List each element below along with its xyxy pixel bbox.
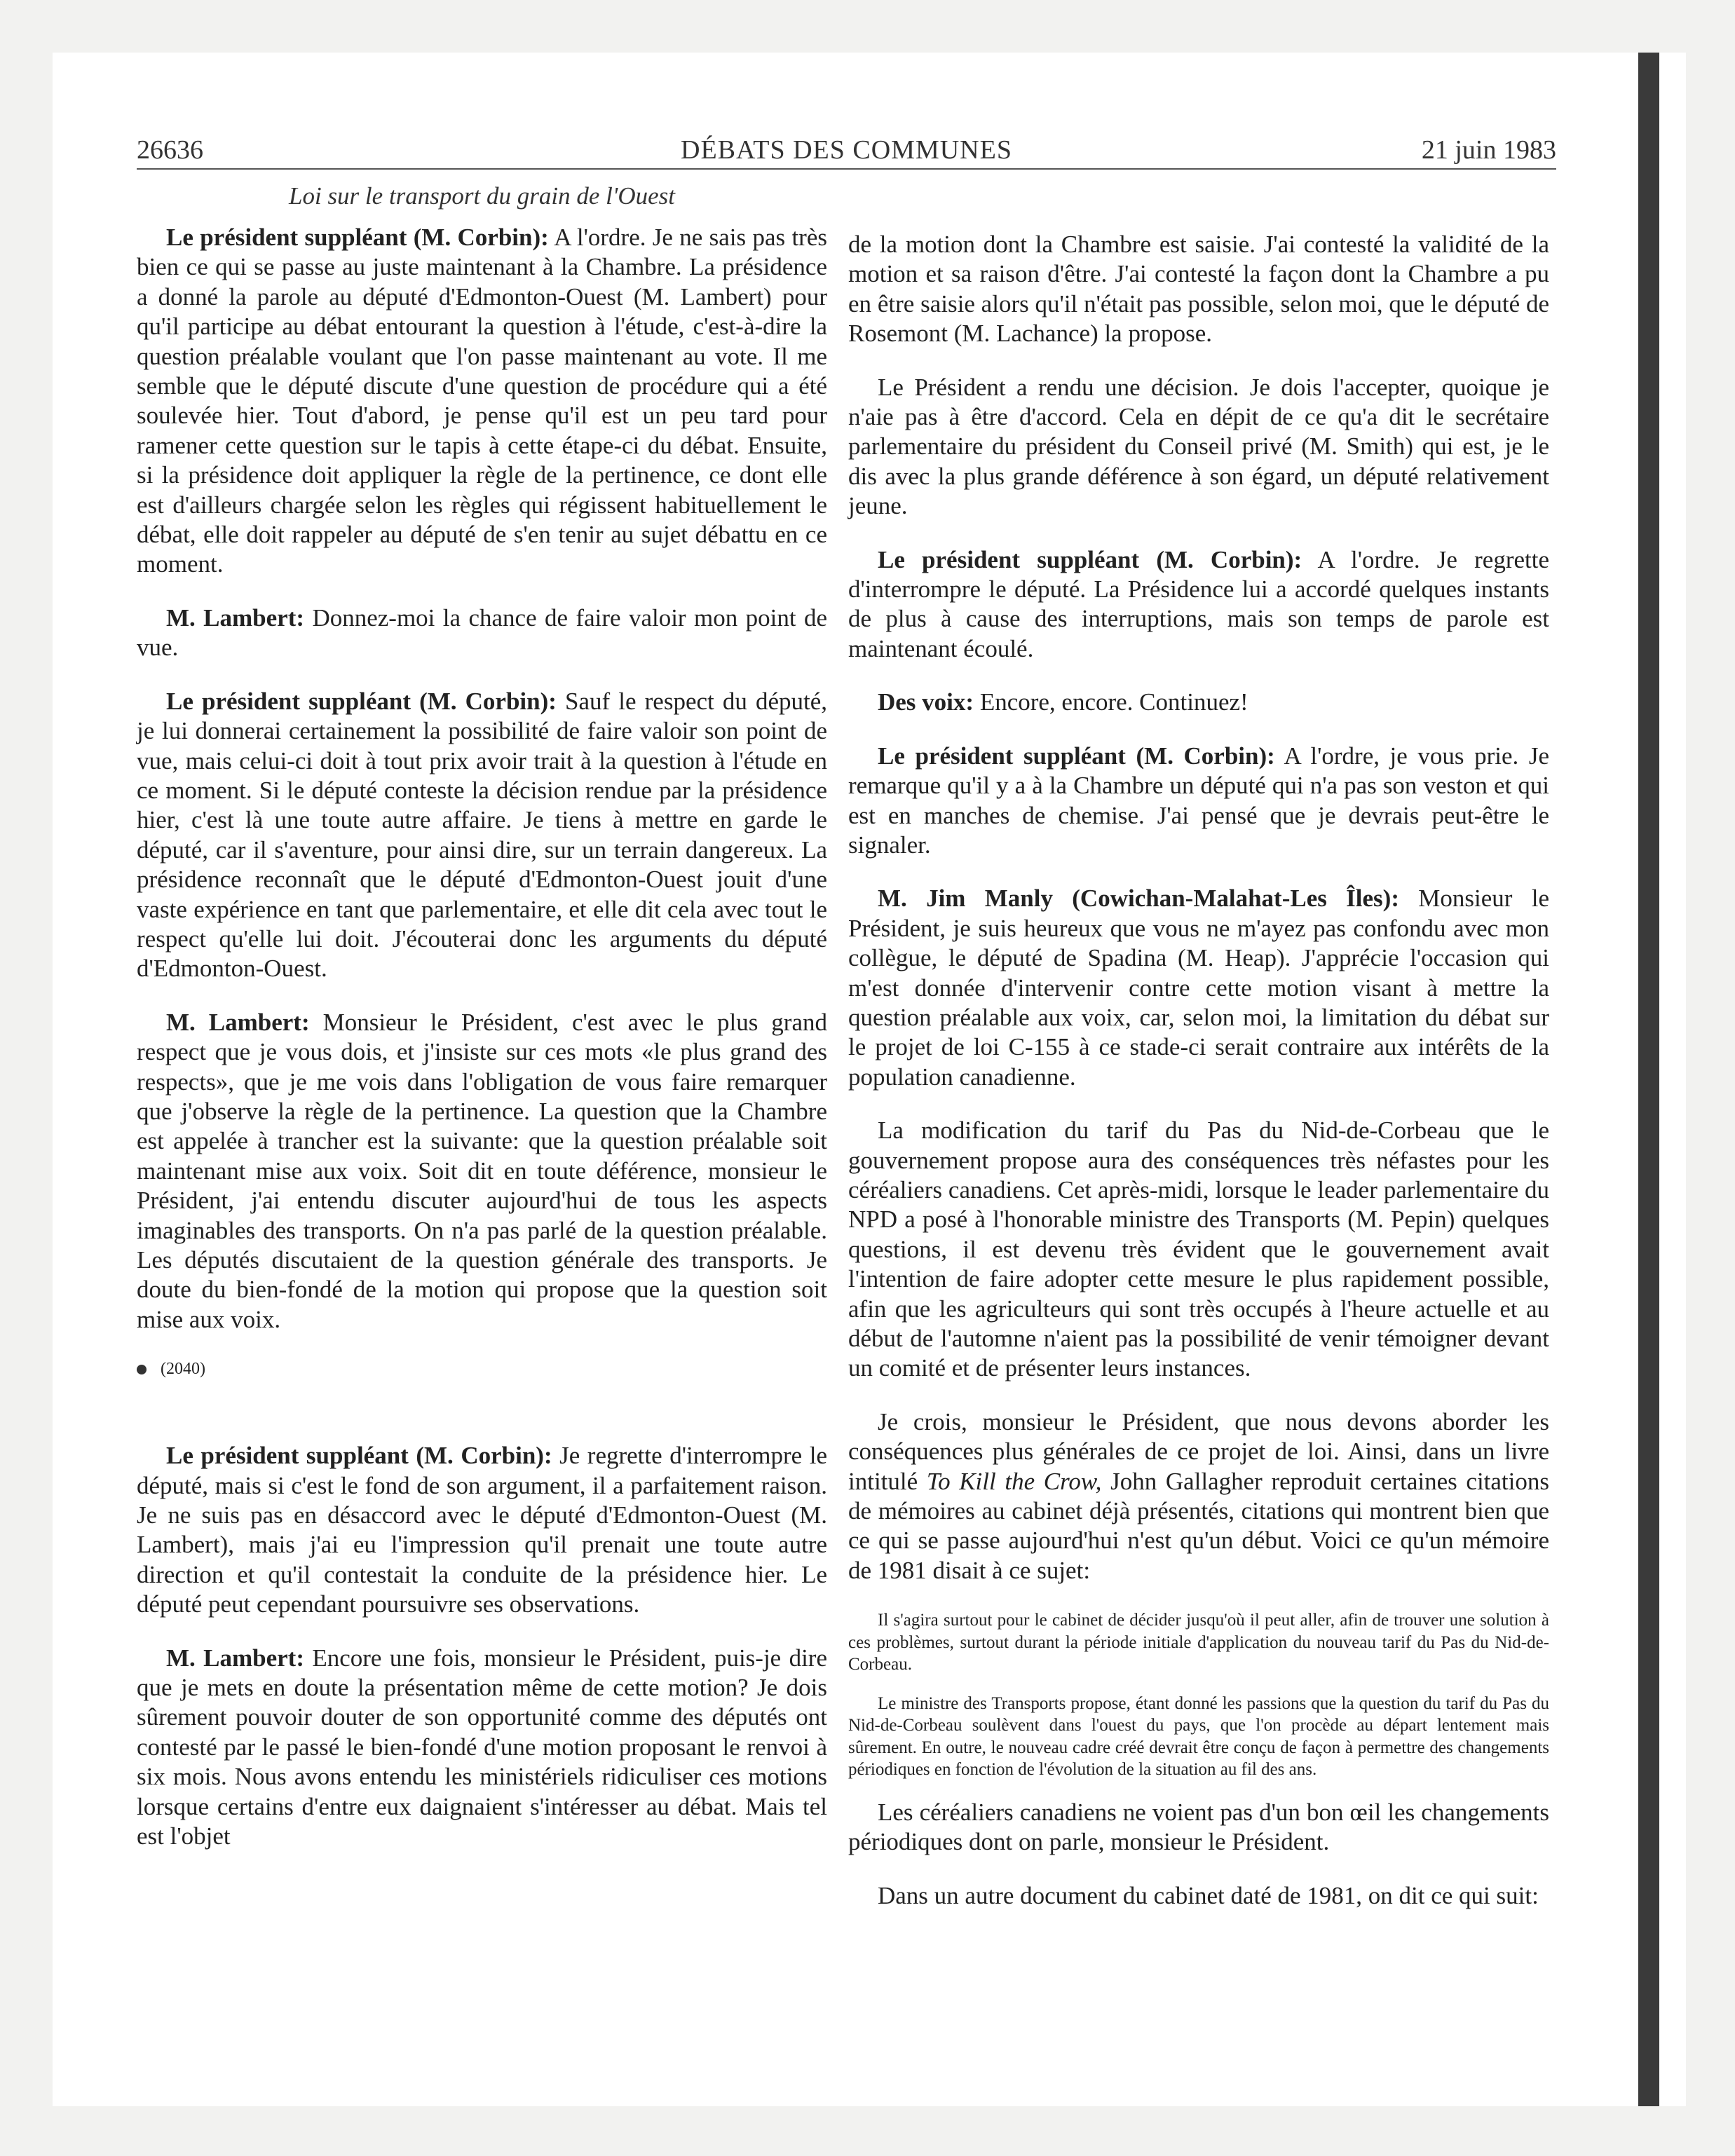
- paragraph: [848, 884, 1549, 1092]
- right-column: [848, 230, 1549, 1935]
- paragraph: [137, 1441, 827, 1619]
- paragraph: [137, 1008, 827, 1335]
- section-subtitle: Loi sur le transport du grain de l'Ouest: [289, 182, 675, 210]
- paragraph: [848, 742, 1549, 861]
- paragraph-text: Sauf le respect du député, je lui donnerai certainement la possibilité de faire valoir son point de vue, mais celui-ci doit à tout prix avoir trait à la question à l'étude en ce moment. Si le député conteste la décision rendue par la présidence hier, c'est là une toute autre affaire. Je tiens à mettre en garde le député, car il s'aventure, pour ainsi dire, sur un terrain dangereux. La présidence reconnaît que le député d'Edmonton-Ouest jouit d'une vaste expérience en tant que parlementaire, et elle dit cela avec tout le respect qu'elle lui doit. J'écouterai donc les arguments du député d'Edmonton-Ouest.: [137, 687, 828, 983]
- paragraph-text: A l'ordre. Je regrette d'interrompre le député. La Présidence lui a accordé quelques instants de plus à cause des interruptions, mais son temps de parole est maintenant écoulé.: [848, 545, 1549, 662]
- paragraph-text: A l'ordre. Je ne sais pas très bien ce qui se passe au juste maintenant à la Chambre. La présidence a donné la parole au député d'Edmonton-Ouest (M. Lambert) pour qu'il participe au débat entourant la question à l'étude, c'est-à-dire la question préalable voulant que l'on passe maintenant au vote. Il me semble que le député discute d'une question de procédure qui a été soulevée hier. Tout d'abord, je pense qu'il est un peu tard pour ramener cette question sur le tapis à cette étape-ci du débat. Ensuite, si la présidence doit appliquer la règle de la pertinence, ce dont elle est d'ailleurs chargée selon les règles qui régissent habituellement le débat, elle doit rappeler au député de s'en tenir au sujet débattu en ce moment.: [137, 224, 827, 578]
- speaker-name: M. Lambert:: [166, 603, 305, 632]
- left-column: [137, 223, 827, 1876]
- paragraph: Dans un autre document du cabinet daté de 1981, on dit ce qui suit:: [878, 1881, 1539, 1909]
- paragraph: [137, 603, 827, 663]
- page-number: 26636: [137, 135, 203, 165]
- paragraph-text: A l'ordre, je vous prie. Je remarque qu'il y a à la Chambre un député qui n'a pas son veston et qui est en manches de chemise. J'ai pensé que je devrais peut-être le signaler.: [848, 742, 1549, 859]
- book-title: To Kill the Crow,: [926, 1467, 1102, 1495]
- running-header: [137, 132, 1556, 170]
- paragraph: [848, 688, 1549, 717]
- paragraph: [848, 545, 1549, 664]
- speaker-name: Des voix:: [878, 688, 974, 716]
- speaker-name: M. Lambert:: [166, 1008, 310, 1036]
- paragraph: [137, 1644, 827, 1852]
- paragraph-text: John Gallagher reproduit certaines citations de mémoires au cabinet déjà présentés, citations qui montrent bien que ce qui se passe aujourd'hui n'est qu'un début. Voici ce qu'un mémoire de 1981 disait à ce sujet:: [848, 1467, 1549, 1584]
- paragraph-text: Monsieur le Président, je suis heureux que vous ne m'ayez pas confondu avec mon collègue, le député de Spadina (M. Heap). J'apprécie l'occasion qui m'est donnée d'intervenir contre cette motion visant à mettre la question préalable aux voix, car, selon moi, la limitation du débat sur le projet de loi C-155 à ce stade-ci serait contraire aux intérêts de la population canadienne.: [848, 885, 1549, 1091]
- paragraph: Les céréaliers canadiens ne voient pas d'un bon œil les changements périodiques dont on parle, monsieur le Président.: [848, 1798, 1549, 1856]
- speaker-name: Le président suppléant (M. Corbin):: [166, 1442, 552, 1470]
- paragraph-text: Encore, encore. Continuez!: [974, 688, 1248, 716]
- paragraph-text: Monsieur le Président, c'est avec le plus grand respect que je vous dois, et j'insiste sur ces mots «le plus grand des respects», que je me vois dans l'obligation de vous faire remarquer que j'observe la règle de la pertinence. La question que la Chambre est appelée à trancher est la suivante: que la question préalable soit maintenant mise aux voix. Soit dit en toute déférence, monsieur le Président, j'ai entendu discuter aujourd'hui de tous les aspects imaginables des transports. On n'a pas parlé de la question préalable. Les députés discutaient de la question générale des transports. Je doute du bien-fondé de la motion qui propose que la question soit mise aux voix.: [137, 1008, 827, 1333]
- header-date: 21 juin 1983: [1421, 135, 1556, 165]
- paragraph-text: Encore une fois, monsieur le Président, puis-je dire que je mets en doute la présentation même de cette motion? Je dois sûrement pouvoir douter de son opportunité comme des députés ont contesté par le passé le bien-fondé d'une motion proposant le renvoi à six mois. Nous avons entendu les ministériels ridiculiser ces motions lorsque certains d'entre eux daignaient s'intéresser au débat. Mais tel est l'objet: [137, 1644, 827, 1850]
- bullet-icon: [137, 1365, 147, 1374]
- speaker-name: Le président suppléant (M. Corbin):: [878, 545, 1302, 573]
- paragraph-text: Je crois, monsieur le Président, que nous devons aborder les conséquences plus générales de ce projet de loi. Ainsi, dans un livre intitulé: [848, 1407, 1549, 1495]
- paragraph-text: Je regrette d'interrompre le député, mais si c'est le fond de son argument, il a parfaitement raison. Je ne suis pas en désaccord avec le député d'Edmonton-Ouest (M. Lambert), mais j'ai eu l'impression qu'il prenait une toute autre direction et qu'il contestait la conduite de la présidence hier. Le député peut cependant poursuivre ses observations.: [137, 1442, 827, 1618]
- block-quote: Le ministre des Transports propose, étant donné les passions que la question du tarif du Pas du Nid-de-Corbeau soulèvent dans l'ouest du pays, que l'on procède au départ lentement mais sûrement. En outre, le nouveau cadre créé devrait être conçu de façon à permettre des changements périodiques en fonction de l'évolution de la situation au fil des ans.: [848, 1693, 1549, 1780]
- time-marker: [137, 1358, 827, 1379]
- speaker-name: Le président suppléant (M. Corbin):: [166, 224, 549, 251]
- publication-title: DÉBATS DES COMMUNES: [681, 135, 1012, 165]
- paragraph-text: Donnez-moi la chance de faire valoir mon point de vue.: [137, 603, 827, 662]
- paragraph: [137, 223, 827, 580]
- paragraph: [137, 687, 827, 984]
- paragraph: La modification du tarif du Pas du Nid-de-Corbeau que le gouvernement propose aura des conséquences très néfastes pour les céréaliers canadiens. Cet après-midi, lorsque le leader parlementaire du NPD a posé à l'honorable ministre des Transports (M. Pepin) quelques questions, il est devenu très évident que le gouvernement avait l'intention de faire adopter cette mesure le plus rapidement possible, afin que les agriculteurs qui sont très occupés à l'heure actuelle et au début de l'automne n'aient pas la possibilité de venir témoigner devant un comité et de présenter leurs instances.: [848, 1117, 1549, 1382]
- block-quote: Il s'agira surtout pour le cabinet de décider jusqu'où il peut aller, afin de trouver une solution à ces problèmes, surtout durant la période initiale d'application du nouveau tarif du Pas du Nid-de-Corbeau.: [848, 1611, 1549, 1674]
- time-stamp: (2040): [161, 1360, 205, 1379]
- scan-binding-edge: [1638, 53, 1659, 2106]
- speaker-name: Le président suppléant (M. Corbin):: [878, 742, 1275, 770]
- paragraph: [848, 1407, 1549, 1585]
- paragraph: de la motion dont la Chambre est saisie. J'ai contesté la validité de la motion et sa raison d'être. J'ai contesté la façon dont la Chambre a pu en être saisie alors qu'il n'était pas possible, selon moi, que le député de Rosemont (M. Lachance) la propose.: [848, 231, 1549, 348]
- paragraph: Le Président a rendu une décision. Je dois l'accepter, quoique je n'aie pas à être d'accord. Cela en dépit de ce qu'a dit le secrétaire parlementaire du président du Conseil privé (M. Smith) qui est, je le dis avec la plus grande déférence à son égard, un député relativement jeune.: [848, 373, 1549, 520]
- speaker-name: M. Lambert:: [166, 1644, 304, 1672]
- speaker-name: M. Jim Manly (Cowichan-Malahat-Les Îles):: [878, 885, 1399, 913]
- speaker-name: Le président suppléant (M. Corbin):: [166, 687, 557, 715]
